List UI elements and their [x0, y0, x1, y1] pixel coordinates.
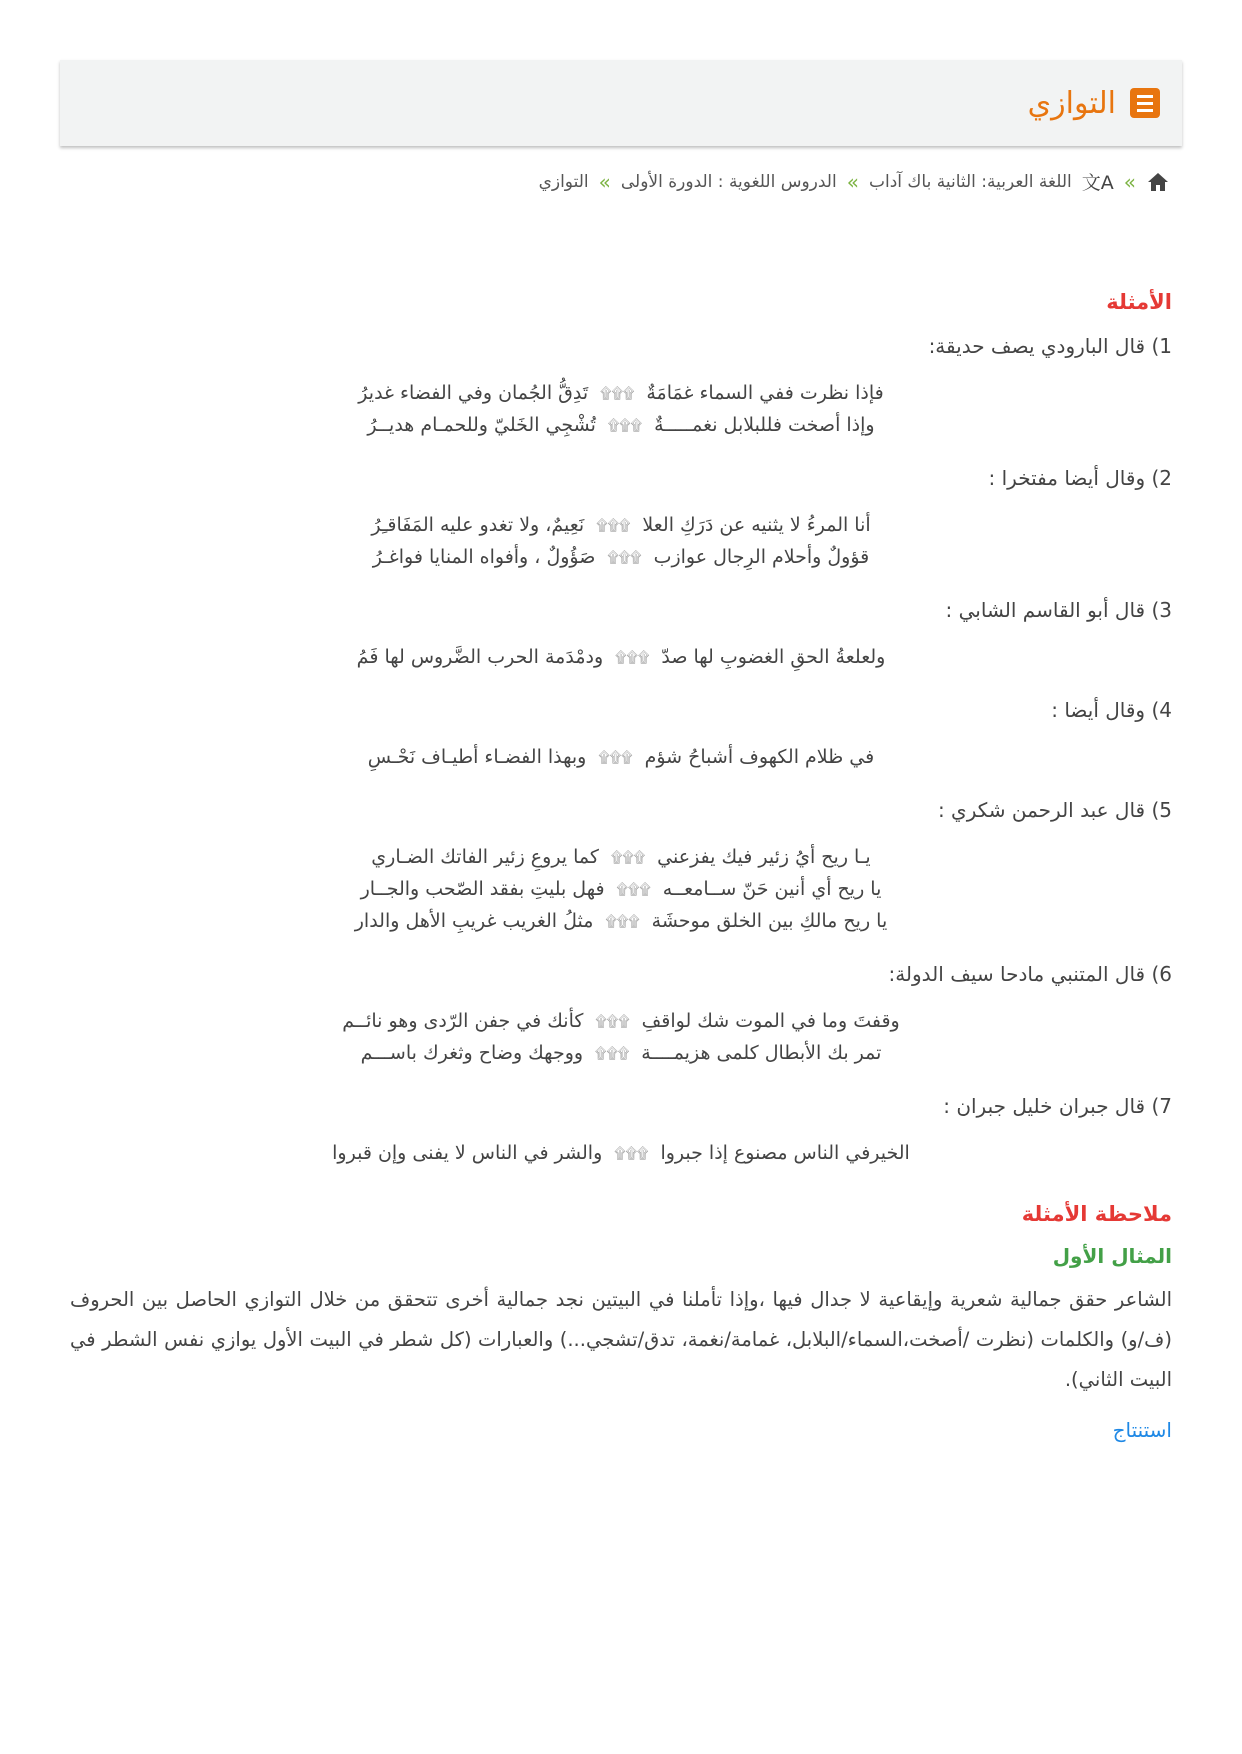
- breadcrumb-separator: »: [598, 169, 611, 194]
- hemistich-second: مثلُ الغريب غريبِ الأهل والدار: [354, 910, 594, 932]
- hemistich-second: والشر في الناس لا يفنى وإن قبروا: [332, 1142, 603, 1164]
- example-label: 4) وقال أيضا :: [1051, 698, 1172, 722]
- breadcrumb-item-arabic[interactable]: اللغة العربية: الثانية باك آداب: [868, 171, 1072, 192]
- verse: [311, 846, 931, 868]
- verse-divider: ۩۩۩: [605, 912, 640, 930]
- poem: [311, 514, 931, 568]
- verse: [311, 1042, 931, 1064]
- hemistich-second: ودمْدَمة الحرب الضَّروس لها فَمُ: [356, 646, 604, 668]
- verse: [311, 514, 931, 536]
- page-title: التوازي: [1027, 85, 1116, 121]
- example-label: 5) قال عبد الرحمن شكري :: [937, 798, 1172, 822]
- poem: [311, 1142, 931, 1164]
- example-label: 1) قال البارودي يصف حديقة:: [928, 334, 1172, 358]
- hemistich-second: كأنك في جفن الرّدى وهو نائــم: [342, 1010, 584, 1032]
- hemistich-first: وإذا أصخت فللبلابل نغمـــــةٌ: [654, 414, 875, 436]
- poem: [311, 382, 931, 436]
- breadcrumb-item-lessons[interactable]: الدروس اللغوية : الدورة الأولى: [620, 171, 837, 192]
- hemistich-second: فهل بليتِ بفقد الصّحب والجــار: [360, 878, 605, 900]
- hemistich-first: أنا المرءُ لا يثنيه عن دَرَكِ العلا: [642, 514, 871, 536]
- breadcrumb-separator: »: [1123, 169, 1136, 194]
- example-label: 3) قال أبو القاسم الشابي :: [945, 598, 1172, 622]
- verse: [311, 878, 931, 900]
- hemistich-first: قؤولٌ وأحلام الرِجال عوازب: [653, 546, 870, 568]
- example-label: 7) قال جبران خليل جبران :: [943, 1094, 1172, 1118]
- verse-divider: ۩۩۩: [615, 648, 650, 666]
- page-header: [60, 60, 1182, 146]
- verse: [311, 646, 931, 668]
- lesson-content: [70, 290, 1172, 1442]
- document-icon: [1130, 88, 1160, 118]
- verse-divider: ۩۩۩: [607, 548, 642, 566]
- poem: [311, 746, 931, 768]
- section-heading-notes: ملاحظة الأمثلة: [1021, 1202, 1172, 1226]
- sub-heading-first-example: المثال الأول: [1052, 1244, 1172, 1268]
- verse-divider: ۩۩۩: [616, 880, 651, 898]
- verse-divider: ۩۩۩: [607, 416, 643, 434]
- hemistich-first: يـا ريح أيُ زئير فيك يفزعني: [657, 846, 871, 868]
- example-label: 2) وقال أيضا مفتخرا :: [988, 466, 1172, 490]
- hemistich-first: فإذا نظرت ففي السماء غمَامَةٌ: [646, 382, 884, 404]
- verse: [311, 910, 931, 932]
- section-heading-examples: الأمثلة: [1106, 290, 1172, 314]
- poem: [311, 1010, 931, 1064]
- verse-divider: ۩۩۩: [595, 1044, 630, 1062]
- example-label: 6) قال المتنبي مادحا سيف الدولة:: [888, 962, 1172, 986]
- verse: [311, 546, 931, 568]
- hemistich-second: تُشْجِي الخَليّ وللحمـام هديــرُ: [367, 414, 596, 436]
- translate-icon: 文A: [1081, 172, 1114, 194]
- poem: [311, 846, 931, 932]
- verse: [311, 1142, 931, 1164]
- verse-divider: ۩۩۩: [614, 1144, 649, 1162]
- verse-divider: ۩۩۩: [596, 516, 631, 534]
- hemistich-first: في ظلام الكهوف أشباحُ شؤم: [644, 746, 875, 768]
- hemistich-second: كما يروعِ زئير الفاتك الضـاري: [371, 846, 599, 868]
- hemistich-first: ولعلعةُ الحقِ الغضوبِ لها صدّ: [661, 646, 886, 668]
- hemistich-first: يا ريح مالكِ بين الخلق موحشَة: [651, 910, 888, 932]
- verse: [311, 414, 931, 436]
- hemistich-first: يا ريح أي أنين حَنّ ســامعــه: [662, 878, 882, 900]
- breadcrumb-separator: »: [846, 169, 859, 194]
- hemistich-second: ووجهك وضاح وثغرك باســـم: [360, 1042, 584, 1064]
- hemistich-second: تَدِقُّ الجُمان وفي الفضاء غديرُ: [358, 382, 589, 404]
- verse: [311, 382, 931, 404]
- poem: [311, 646, 931, 668]
- verse-divider: ۩۩۩: [600, 384, 635, 402]
- hemistich-first: تمر بك الأبطال كلمى هزيمــــة: [641, 1042, 882, 1064]
- breadcrumb: [539, 168, 1170, 195]
- home-icon[interactable]: [1146, 171, 1170, 193]
- hemistich-first: وقفتَ وما في الموت شك لواقفِ: [641, 1010, 900, 1032]
- hemistich-first: الخيرفي الناس مصنوع إذا جبروا: [660, 1142, 910, 1164]
- conclusion-link[interactable]: استنتاج: [1112, 1418, 1172, 1442]
- hemistich-second: نَعِيمٌ، ولا تغدو عليه المَفَاقـِرُ: [371, 514, 585, 536]
- explanation-paragraph: الشاعر حقق جمالية شعرية وإيقاعية لا جدال فيها ،وإذا تأملنا في البيتين نجد جمالية أخرى تتحقق من خلال التوازي الحاصل بين الحروف (ف/و) والكلمات (نظرت /أصخت،السماء/البلابل، غمامة/نغمة، تدق/تشجي...) والعبارات (كل شطر في البيت الأول يوازي نفس الشطر في البيت الثاني).: [70, 1288, 1172, 1391]
- breadcrumb-item-current: التوازي: [538, 171, 589, 192]
- verse: [311, 1010, 931, 1032]
- verse: [311, 746, 931, 768]
- verse-divider: ۩۩۩: [595, 1012, 630, 1030]
- verse-divider: ۩۩۩: [598, 748, 633, 766]
- hemistich-second: صَؤُولٌ ، وأفواه المنايا فواغـرُ: [372, 546, 596, 568]
- verse-divider: ۩۩۩: [610, 848, 646, 866]
- hemistich-second: وبهذا الفضـاء أطيـاف نَحْـسِ: [367, 746, 587, 768]
